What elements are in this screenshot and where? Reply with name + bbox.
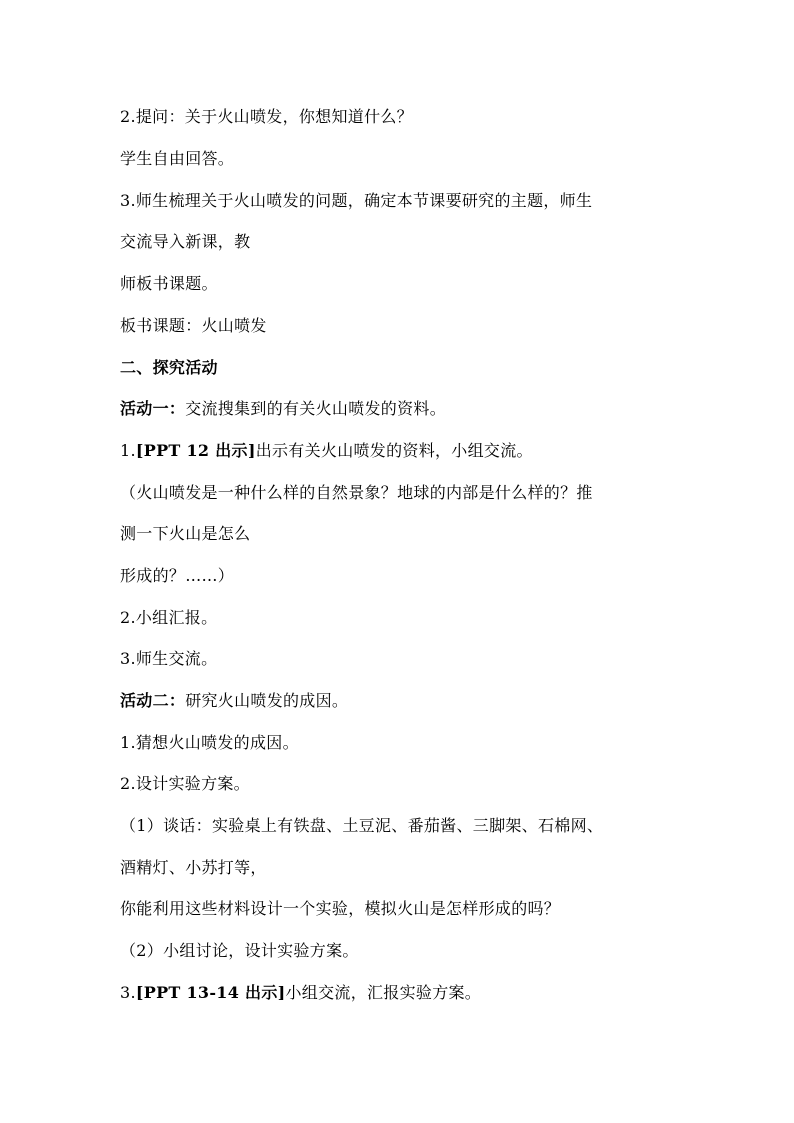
paragraph-volcano-questions-cont: 测一下火山是怎么 <box>120 524 251 543</box>
step-ppt12-text: 出示有关火山喷发的资料，小组交流。 <box>255 441 533 460</box>
paragraph-materials: （1）谈话：实验桌上有铁盘、土豆泥、番茄酱、三脚架、石棉网、 <box>120 816 604 835</box>
paragraph-teacher-exchange: 3.师生交流。 <box>120 649 218 668</box>
ppt-12-tag: [PPT 12 出示] <box>135 441 256 460</box>
step-number: 1. <box>120 441 136 460</box>
activity-two-text: 研究火山喷发的成因。 <box>185 691 349 710</box>
paragraph-question: 2.提问：关于火山喷发，你想知道什么？ <box>120 107 413 126</box>
paragraph-sort-questions: 3.师生梳理关于火山喷发的问题，确定本节课要研究的主题，师生 <box>120 191 593 210</box>
paragraph-group-report: 2.小组汇报。 <box>120 608 218 627</box>
paragraph-sort-questions-cont: 交流导入新课，教 <box>120 232 251 251</box>
paragraph-guess-cause: 1.猜想火山喷发的成因。 <box>120 733 299 752</box>
activity-one-line <box>120 398 720 420</box>
activity-one-text: 交流搜集到的有关火山喷发的资料。 <box>185 399 447 418</box>
activity-two-label: 活动二： <box>120 691 186 710</box>
step-ppt13-14-text: 小组交流，汇报实验方案。 <box>285 983 482 1002</box>
step-ppt12-line <box>120 440 720 462</box>
activity-two-line <box>120 690 720 712</box>
paragraph-volcano-questions: （火山喷发是一种什么样的自然景象？地球的内部是什么样的？推 <box>120 483 593 502</box>
section-heading-explore: 二、探究活动 <box>120 358 218 377</box>
ppt-13-14-tag: [PPT 13-14 出示] <box>135 983 286 1002</box>
paragraph-materials-cont: 酒精灯、小苏打等， <box>120 858 267 877</box>
activity-one-label: 活动一： <box>120 399 186 418</box>
paragraph-board-heading: 板书课题：火山喷发 <box>120 316 267 335</box>
step-ppt13-14-line <box>120 982 720 1004</box>
paragraph-group-discussion: （2）小组讨论，设计实验方案。 <box>120 941 359 960</box>
paragraph-student-answer: 学生自由回答。 <box>120 149 235 168</box>
paragraph-experiment-question: 你能利用这些材料设计一个实验，模拟火山是怎样形成的吗？ <box>120 899 561 918</box>
step-number-3: 3. <box>120 983 136 1002</box>
paragraph-design-plan: 2.设计实验方案。 <box>120 774 250 793</box>
paragraph-volcano-questions-end: 形成的？……） <box>120 566 235 585</box>
paragraph-board-title: 师板书课题。 <box>120 274 218 293</box>
